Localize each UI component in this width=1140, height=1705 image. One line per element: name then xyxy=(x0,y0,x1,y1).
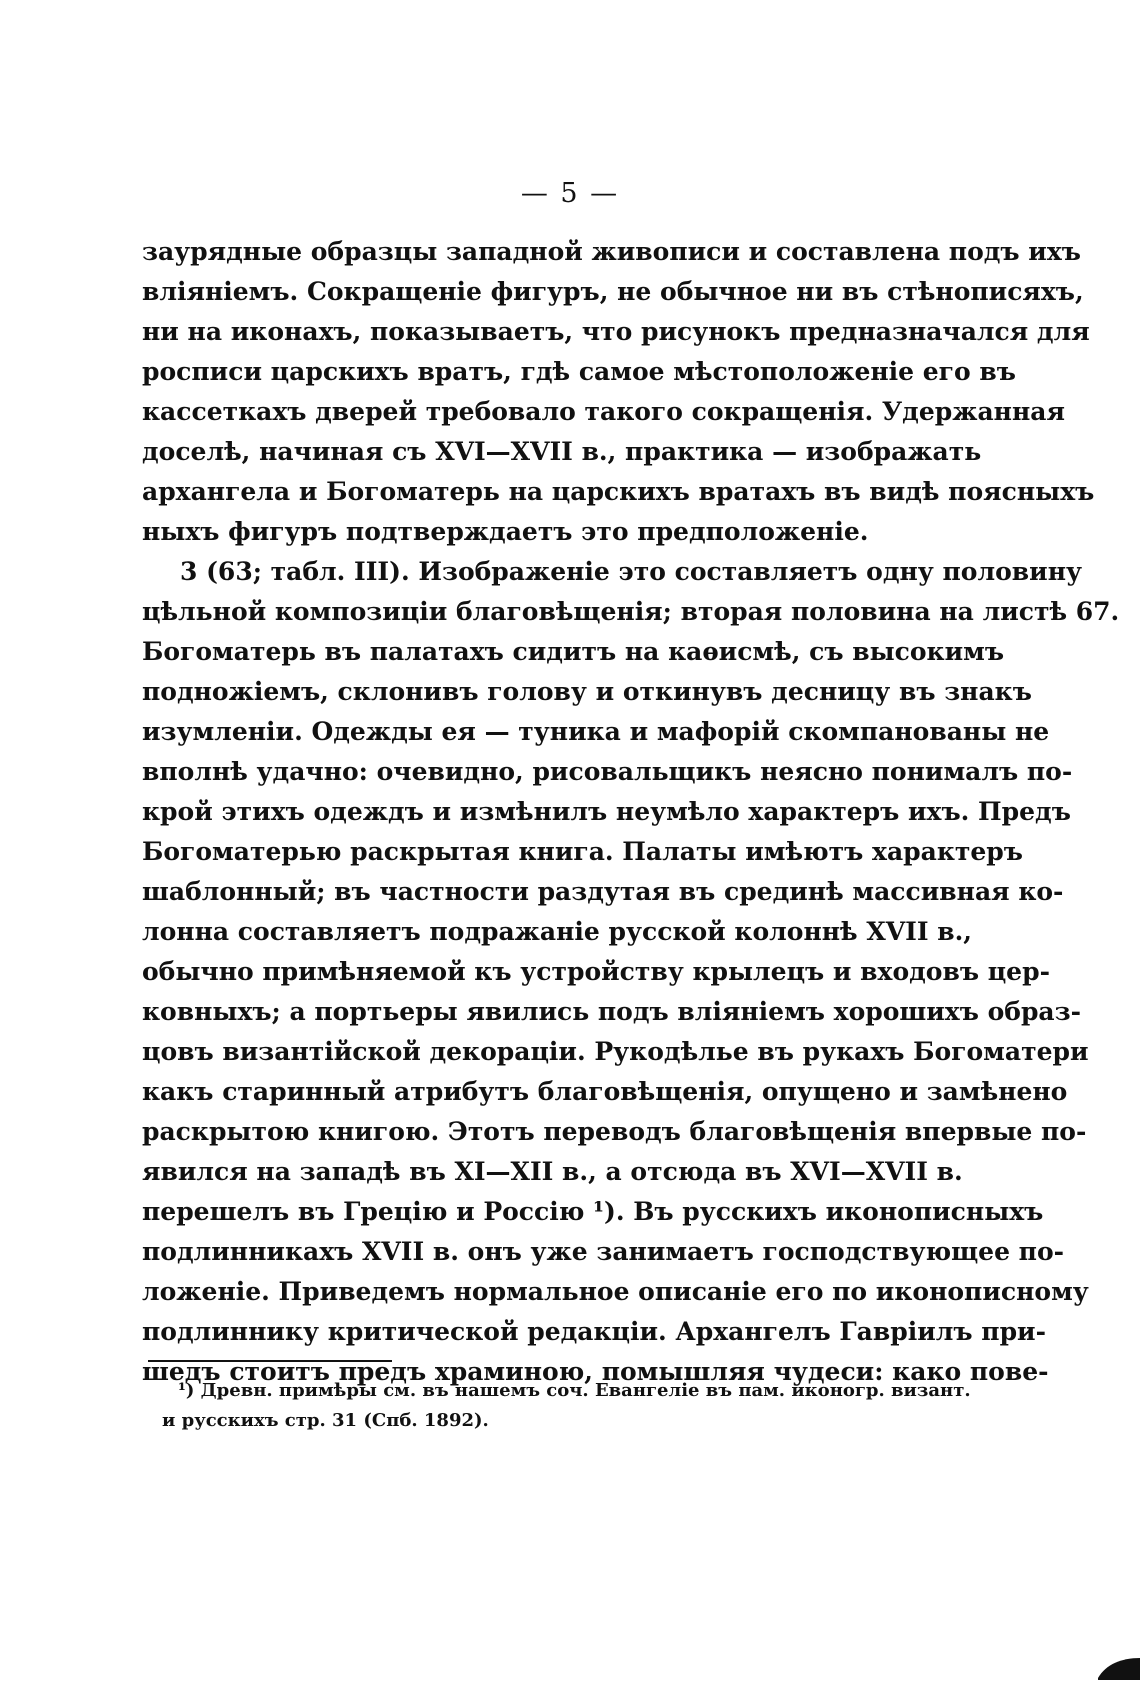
text-line: Богоматерь въ палатахъ сидитъ на каѳисмѣ, съ высокимъ xyxy=(142,637,1005,666)
text-line: шаблонный; въ частности раздутая въ срединѣ массивная ко- xyxy=(142,877,1064,906)
text-line: ковныхъ; а портьеры явились подъ вліяніемъ хорошихъ образ- xyxy=(142,997,1081,1026)
text-line: какъ старинный атрибутъ благовѣщенія, опущено и замѣнено xyxy=(142,1077,1068,1106)
footnotes xyxy=(162,1376,971,1436)
text-line: Богоматерью раскрытая книга. Палаты имѣютъ характеръ xyxy=(142,837,1023,866)
text-line: подлиннику критической редакціи. Архангелъ Гавріилъ при- xyxy=(142,1317,1046,1346)
text-line: ложеніе. Приведемъ нормальное описаніе его по иконописному xyxy=(142,1277,1089,1306)
text-line: подножіемъ, склонивъ голову и откинувъ десницу въ знакъ xyxy=(142,677,1032,706)
text-line: цовъ византійской декораціи. Рукодѣлье въ рукахъ Богоматери xyxy=(142,1037,1089,1066)
text-line: доселѣ, начиная съ XVI—XVII в., практика — изображать xyxy=(142,437,982,466)
text-line: архангела и Богоматерь на царскихъ вратахъ въ видѣ поясныхъ xyxy=(142,477,1095,506)
text-line: заурядные образцы западной живописи и составлена подъ ихъ xyxy=(142,237,1081,266)
text-line: обычно примѣняемой къ устройству крылецъ и входовъ цер- xyxy=(142,957,1050,986)
paragraph-start-line: 3 (63; табл. III). Изображеніе это составляетъ одну половину xyxy=(180,557,1083,586)
text-line: цѣльной композиціи благовѣщенія; вторая половина на листѣ 67. xyxy=(142,597,1120,626)
text-line: ни на иконахъ, показываетъ, что рисунокъ предназначался для xyxy=(142,317,1090,346)
footnote-divider xyxy=(148,1360,392,1362)
body-text xyxy=(142,232,1120,1392)
text-line: кассеткахъ дверей требовало такого сокращенія. Удержанная xyxy=(142,397,1065,426)
text-line: вліяніемъ. Сокращеніе фигуръ, не обычное ни въ стѣнописяхъ, xyxy=(142,277,1084,306)
text-line: шедъ стоитъ предъ храминою, помышляя чудеси: како пове- xyxy=(142,1357,1049,1386)
page-number: — 5 — xyxy=(520,178,620,209)
footnote-line: и русскихъ стр. 31 (Спб. 1892). xyxy=(162,1410,489,1431)
text-line: раскрытою книгою. Этотъ переводъ благовѣщенія впервые по- xyxy=(142,1117,1087,1146)
text-line: ныхъ фигуръ подтверждаетъ это предположеніе. xyxy=(142,517,869,546)
text-line: подлинникахъ XVII в. онъ уже занимаетъ господствующее по- xyxy=(142,1237,1065,1266)
text-line: росписи царскихъ вратъ, гдѣ самое мѣстоположеніе его въ xyxy=(142,357,1016,386)
text-line: изумленіи. Одежды ея — туника и мафорій скомпанованы не xyxy=(142,717,1050,746)
footnote-line: ¹) Древн. примѣры см. въ нашемъ соч. Евангеліе въ пам. иконогр. визант. xyxy=(178,1380,971,1401)
text-line: крой этихъ одеждъ и измѣнилъ неумѣло характеръ ихъ. Предъ xyxy=(142,797,1071,826)
text-line: перешелъ въ Грецію и Россію ¹). Въ русскихъ иконописныхъ xyxy=(142,1197,1044,1226)
text-line: явился на западѣ въ XI—XII в., а отсюда въ XVI—XVII в. xyxy=(142,1157,963,1186)
text-line: вполнѣ удачно: очевидно, рисовальщикъ неясно понималъ по- xyxy=(142,757,1073,786)
scan-artifact-mark xyxy=(1096,1656,1140,1680)
text-line: лонна составляетъ подражаніе русской колоннѣ XVII в., xyxy=(142,917,972,946)
